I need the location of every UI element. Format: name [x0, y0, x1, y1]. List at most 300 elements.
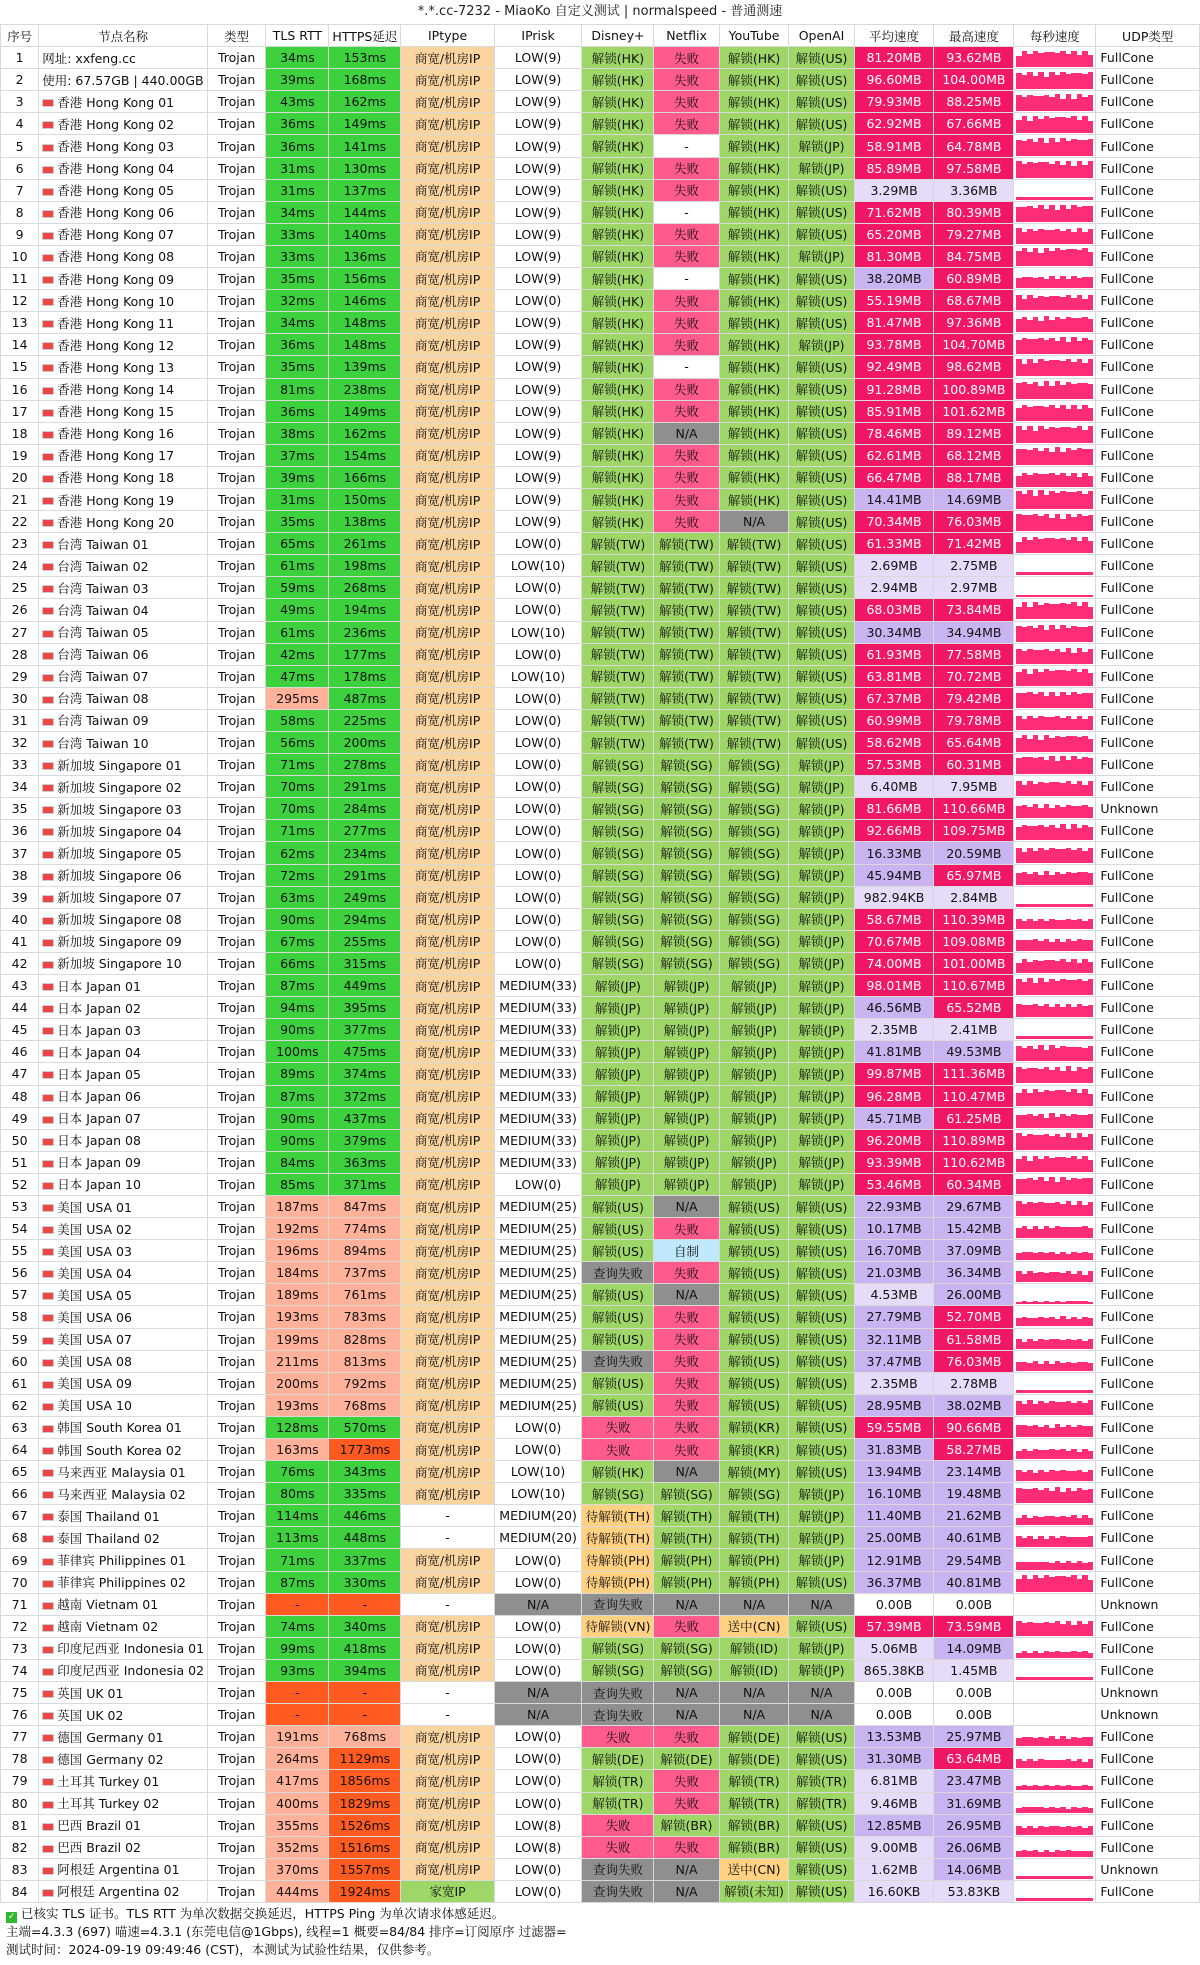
youtube-status: 解锁(HK) [719, 334, 789, 356]
https-latency: 337ms [329, 1549, 401, 1571]
speed-value: 41.81MB [866, 1044, 922, 1060]
check-icon: ✓ [7, 1911, 16, 1922]
netflix-status: 失败 [654, 179, 719, 201]
table-row [1, 886, 1200, 908]
ip-type: 商宽/机房IP [401, 245, 494, 267]
sparkline-bar [1088, 1826, 1094, 1835]
youtube-status: 解锁(US) [719, 1262, 789, 1284]
ip-risk: MEDIUM(33) [494, 1063, 582, 1085]
speed-value: 110.39MB [942, 911, 1006, 927]
udp-type: FullCone [1096, 1748, 1200, 1770]
node-type: Trojan [207, 1240, 265, 1262]
row-index: 21 [1, 488, 39, 510]
node-name [39, 997, 208, 1019]
ip-risk: LOW(0) [494, 290, 582, 312]
node-name-text: 新加坡 Singapore 05 [57, 846, 182, 862]
node-name [39, 754, 208, 776]
per-second-speed [1014, 732, 1096, 754]
speed-value: 85.91MB [866, 403, 922, 419]
avg-speed [854, 1483, 934, 1505]
flag-icon [42, 1734, 54, 1742]
sparkline-bar [1088, 197, 1094, 200]
node-type: Trojan [207, 1019, 265, 1041]
youtube-status: 解锁(US) [719, 1218, 789, 1240]
per-second-speed [1014, 1682, 1096, 1704]
table-row [1, 157, 1200, 179]
speed-sparkline [1016, 821, 1093, 840]
openai-status: 解锁(JP) [789, 908, 854, 930]
flag-icon [42, 939, 54, 947]
ip-risk: LOW(0) [494, 1726, 582, 1748]
openai-status: 解锁(US) [789, 1306, 854, 1328]
disney-status: 解锁(HK) [582, 356, 654, 378]
node-name-text: 台湾 Taiwan 01 [57, 536, 149, 552]
avg-speed [854, 179, 934, 201]
ip-risk: LOW(0) [494, 1770, 582, 1792]
row-index: 43 [1, 975, 39, 997]
speed-value: 81.20MB [866, 50, 922, 66]
node-name-text: 美国 USA 10 [57, 1398, 132, 1414]
tls-rtt: 400ms [266, 1792, 329, 1814]
ip-type: 商宽/机房IP [401, 1814, 494, 1836]
speed-value: 29.67MB [946, 1199, 1002, 1215]
table-row [1, 1151, 1200, 1173]
per-second-speed [1014, 47, 1096, 69]
node-name-text: 新加坡 Singapore 06 [57, 868, 182, 884]
flag-icon [42, 1160, 54, 1168]
sparkline-bar [1088, 1202, 1094, 1216]
max-speed [934, 1195, 1014, 1217]
https-latency: 144ms [329, 201, 401, 223]
node-name-text: 香港 Hong Kong 04 [57, 161, 175, 177]
https-latency: 448ms [329, 1527, 401, 1549]
per-second-speed [1014, 952, 1096, 974]
node-type: Trojan [207, 488, 265, 510]
speed-value: 26.00MB [946, 1287, 1002, 1303]
max-speed [934, 511, 1014, 533]
disney-status: 解锁(TW) [582, 687, 654, 709]
ip-risk: LOW(0) [494, 820, 582, 842]
node-name-text: 美国 USA 04 [57, 1265, 132, 1281]
disney-status: 解锁(HK) [582, 135, 654, 157]
ip-risk: LOW(0) [494, 1439, 582, 1461]
youtube-status: 送中(CN) [719, 1615, 789, 1637]
sparkline-bar [1088, 319, 1094, 332]
table-row [1, 1792, 1200, 1814]
avg-speed [854, 1041, 934, 1063]
youtube-status: N/A [719, 1682, 789, 1704]
node-type: Trojan [207, 864, 265, 886]
sparkline-bar [1088, 1470, 1094, 1481]
https-latency: 200ms [329, 732, 401, 754]
tls-rtt: 90ms [266, 1129, 329, 1151]
speed-value: 63.81MB [866, 668, 922, 684]
ip-type: 商宽/机房IP [401, 1439, 494, 1461]
row-index: 41 [1, 930, 39, 952]
youtube-status: 解锁(PH) [719, 1571, 789, 1593]
speed-value: 81.30MB [866, 248, 922, 264]
node-name-text: 巴西 Brazil 01 [57, 1818, 141, 1834]
flag-icon [42, 740, 54, 748]
node-type: Trojan [207, 952, 265, 974]
node-name [39, 245, 208, 267]
speed-value: 58.67MB [866, 911, 922, 927]
https-latency: 475ms [329, 1041, 401, 1063]
tls-rtt: 33ms [266, 223, 329, 245]
max-speed [934, 1262, 1014, 1284]
netflix-status: 失败 [654, 223, 719, 245]
youtube-status: 解锁(HK) [719, 400, 789, 422]
row-index: 36 [1, 820, 39, 842]
speed-value: 36.34MB [946, 1265, 1002, 1281]
node-name-text: 菲律宾 Philippines 02 [57, 1575, 186, 1591]
sparkline-bar [1088, 1036, 1094, 1039]
ip-risk: LOW(9) [494, 422, 582, 444]
row-index: 69 [1, 1549, 39, 1571]
node-name [39, 1637, 208, 1659]
udp-type: FullCone [1096, 91, 1200, 113]
node-name-text: 泰国 Thailand 02 [57, 1530, 160, 1546]
flag-icon [42, 1756, 54, 1764]
table-row [1, 555, 1200, 577]
udp-type: FullCone [1096, 47, 1200, 69]
speed-value: 93.62MB [946, 50, 1002, 66]
per-second-speed [1014, 1483, 1096, 1505]
netflix-status: 失败 [654, 444, 719, 466]
flag-icon [42, 1403, 54, 1411]
max-speed [934, 1483, 1014, 1505]
table-row [1, 1726, 1200, 1748]
https-latency: 449ms [329, 975, 401, 997]
node-type: Trojan [207, 1748, 265, 1770]
netflix-status: 失败 [654, 400, 719, 422]
udp-type: FullCone [1096, 1372, 1200, 1394]
https-latency: 198ms [329, 555, 401, 577]
https-latency: 291ms [329, 776, 401, 798]
col-header: HTTPS延迟 [329, 25, 401, 47]
ip-risk: MEDIUM(25) [494, 1218, 582, 1240]
per-second-speed [1014, 1461, 1096, 1483]
speed-value: 10.17MB [866, 1221, 922, 1237]
node-name-text: 日本 Japan 06 [57, 1089, 141, 1105]
speed-value: 89.12MB [946, 425, 1002, 441]
disney-status: 解锁(SG) [582, 1637, 654, 1659]
tls-rtt: 58ms [266, 709, 329, 731]
speed-value: 76.03MB [946, 1353, 1002, 1369]
https-latency: 371ms [329, 1173, 401, 1195]
sparkline-bar [1088, 904, 1094, 907]
col-header: 每秒速度 [1014, 25, 1096, 47]
row-index: 46 [1, 1041, 39, 1063]
youtube-status: 解锁(JP) [719, 1041, 789, 1063]
tls-rtt: 87ms [266, 975, 329, 997]
speed-value: 49.53MB [946, 1044, 1002, 1060]
youtube-status: 解锁(HK) [719, 378, 789, 400]
node-name-text: 日本 Japan 10 [57, 1177, 141, 1193]
node-type: Trojan [207, 533, 265, 555]
speed-value: 81.47MB [866, 315, 922, 331]
node-type: Trojan [207, 47, 265, 69]
node-name-text: 印度尼西亚 Indonesia 01 [57, 1641, 205, 1657]
speed-value: 101.62MB [942, 403, 1006, 419]
speed-value: 2.94MB [870, 580, 918, 596]
per-second-speed [1014, 599, 1096, 621]
node-name [39, 1748, 208, 1770]
ip-risk: LOW(9) [494, 378, 582, 400]
table-row [1, 268, 1200, 290]
tls-rtt: 31ms [266, 157, 329, 179]
node-type: Trojan [207, 621, 265, 643]
openai-status: 解锁(US) [789, 1416, 854, 1438]
ip-risk: MEDIUM(33) [494, 1151, 582, 1173]
speed-value: 73.59MB [946, 1618, 1002, 1634]
speed-value: 26.95MB [946, 1817, 1002, 1833]
max-speed [934, 1328, 1014, 1350]
https-latency: 1557ms [329, 1858, 401, 1880]
row-index: 27 [1, 621, 39, 643]
row-index: 14 [1, 334, 39, 356]
row-index: 65 [1, 1461, 39, 1483]
row-index: 54 [1, 1218, 39, 1240]
per-second-speed [1014, 1328, 1096, 1350]
node-name [39, 1726, 208, 1748]
tls-rtt: 76ms [266, 1461, 329, 1483]
node-name-text: 台湾 Taiwan 02 [57, 558, 149, 574]
per-second-speed [1014, 1372, 1096, 1394]
sparkline-bar [1088, 55, 1094, 67]
sparkline-bar [1088, 649, 1094, 664]
node-type: Trojan [207, 1439, 265, 1461]
ip-risk: LOW(0) [494, 533, 582, 555]
row-index: 70 [1, 1571, 39, 1593]
disney-status: 待解锁(TH) [582, 1527, 654, 1549]
ip-type: 商宽/机房IP [401, 599, 494, 621]
https-latency: 238ms [329, 378, 401, 400]
speed-value: 9.00MB [870, 1839, 918, 1855]
max-speed [934, 69, 1014, 91]
per-second-speed [1014, 643, 1096, 665]
sparkline-bar [1088, 1898, 1094, 1901]
speed-value: 74.00MB [866, 955, 922, 971]
tls-rtt: 84ms [266, 1151, 329, 1173]
flag-icon [42, 585, 54, 593]
speed-sparkline [1016, 468, 1093, 487]
ip-type: 商宽/机房IP [401, 997, 494, 1019]
node-name [39, 665, 208, 687]
netflix-status: 自制 [654, 1240, 719, 1262]
node-name-text: 美国 USA 01 [57, 1199, 132, 1215]
openai-status: N/A [789, 1682, 854, 1704]
sparkline-bar [1088, 1253, 1094, 1261]
disney-status: 待解锁(TH) [582, 1505, 654, 1527]
node-type: Trojan [207, 1129, 265, 1151]
https-latency: 340ms [329, 1615, 401, 1637]
per-second-speed [1014, 709, 1096, 731]
disney-status: 解锁(SG) [582, 1483, 654, 1505]
row-index: 29 [1, 665, 39, 687]
flag-icon [42, 607, 54, 615]
https-latency: 234ms [329, 842, 401, 864]
row-index: 84 [1, 1880, 39, 1902]
sparkline-bar [1088, 1808, 1094, 1813]
youtube-status: 解锁(HK) [719, 47, 789, 69]
speed-value: 58.91MB [866, 138, 922, 154]
max-speed [934, 1240, 1014, 1262]
ip-risk: MEDIUM(25) [494, 1328, 582, 1350]
openai-status: 解锁(US) [789, 687, 854, 709]
flag-icon [42, 1381, 54, 1389]
per-second-speed [1014, 511, 1096, 533]
per-second-speed [1014, 1770, 1096, 1792]
table-row [1, 1394, 1200, 1416]
ip-risk: LOW(0) [494, 709, 582, 731]
disney-status: 解锁(HK) [582, 378, 654, 400]
ip-type: 商宽/机房IP [401, 1792, 494, 1814]
node-type: Trojan [207, 1284, 265, 1306]
ip-risk: MEDIUM(20) [494, 1527, 582, 1549]
flag-icon [42, 342, 54, 350]
openai-status: 解锁(JP) [789, 842, 854, 864]
table-row [1, 798, 1200, 820]
node-type: Trojan [207, 599, 265, 621]
disney-status: 解锁(US) [582, 1195, 654, 1217]
speed-value: 70.67MB [866, 933, 922, 949]
speed-sparkline [1016, 424, 1093, 443]
tls-rtt: 34ms [266, 47, 329, 69]
tls-rtt: 37ms [266, 444, 329, 466]
node-type: Trojan [207, 555, 265, 577]
udp-type: FullCone [1096, 378, 1200, 400]
table-row [1, 1637, 1200, 1659]
disney-status: 解锁(JP) [582, 1173, 654, 1195]
ip-risk: LOW(10) [494, 1483, 582, 1505]
avg-speed [854, 1549, 934, 1571]
netflix-status: 失败 [654, 1306, 719, 1328]
ip-type: 商宽/机房IP [401, 798, 494, 820]
ip-type: 商宽/机房IP [401, 157, 494, 179]
node-name-text: 香港 Hong Kong 20 [57, 514, 175, 530]
flag-icon [42, 364, 54, 372]
speed-value: 97.58MB [946, 160, 1002, 176]
https-latency: 813ms [329, 1350, 401, 1372]
per-second-speed [1014, 245, 1096, 267]
ip-type: 商宽/机房IP [401, 1549, 494, 1571]
flag-icon [42, 983, 54, 991]
ip-type: 商宽/机房IP [401, 665, 494, 687]
node-name-text: 网址: xxfeng.cc [42, 50, 136, 66]
node-name [39, 179, 208, 201]
node-type: Trojan [207, 886, 265, 908]
max-speed [934, 201, 1014, 223]
node-type: Trojan [207, 975, 265, 997]
ip-type: 商宽/机房IP [401, 1107, 494, 1129]
sparkline-bar [1088, 384, 1094, 399]
disney-status: 解锁(SG) [582, 930, 654, 952]
ip-risk: LOW(0) [494, 1637, 582, 1659]
udp-type: FullCone [1096, 466, 1200, 488]
node-name-text: 美国 USA 09 [57, 1376, 132, 1392]
node-name [39, 886, 208, 908]
tls-rtt: 192ms [266, 1218, 329, 1240]
ip-type: 家宽IP [401, 1880, 494, 1902]
udp-type: FullCone [1096, 201, 1200, 223]
tls-rtt: 200ms [266, 1372, 329, 1394]
node-type: Trojan [207, 1615, 265, 1637]
youtube-status: 解锁(BR) [719, 1836, 789, 1858]
speed-value: 62.61MB [866, 447, 922, 463]
node-type: Trojan [207, 1770, 265, 1792]
speed-value: 92.66MB [866, 823, 922, 839]
avg-speed [854, 798, 934, 820]
sparkline-bar [1088, 1451, 1094, 1459]
node-name [39, 312, 208, 334]
footer-line1: 已核实 TLS 证书。TLS RTT 为单次数据交换延迟，HTTPS Ping 为单次请求体感延迟。 [21, 1905, 505, 1921]
ip-risk: LOW(0) [494, 930, 582, 952]
row-index: 47 [1, 1063, 39, 1085]
ip-risk: LOW(9) [494, 135, 582, 157]
per-second-speed [1014, 1240, 1096, 1262]
per-second-speed [1014, 997, 1096, 1019]
table-row [1, 1173, 1200, 1195]
node-name [39, 268, 208, 290]
tls-rtt: 352ms [266, 1836, 329, 1858]
row-index: 11 [1, 268, 39, 290]
avg-speed [854, 1129, 934, 1151]
flag-icon [42, 563, 54, 571]
udp-type: FullCone [1096, 1770, 1200, 1792]
node-name-text: 香港 Hong Kong 07 [57, 227, 175, 243]
table-row [1, 732, 1200, 754]
flag-icon [42, 1535, 54, 1543]
disney-status: 解锁(SG) [582, 908, 654, 930]
flag-icon [42, 1889, 54, 1897]
speed-value: 79.27MB [946, 226, 1002, 242]
avg-speed [854, 1284, 934, 1306]
openai-status: 解锁(US) [789, 709, 854, 731]
per-second-speed [1014, 1085, 1096, 1107]
node-name [39, 1063, 208, 1085]
udp-type: Unknown [1096, 1593, 1200, 1615]
table-row [1, 1527, 1200, 1549]
row-index: 32 [1, 732, 39, 754]
row-index: 79 [1, 1770, 39, 1792]
speed-value: 16.60KB [867, 1883, 921, 1899]
flag-icon [42, 1071, 54, 1079]
netflix-status: 失败 [654, 334, 719, 356]
per-second-speed [1014, 91, 1096, 113]
disney-status: 解锁(US) [582, 1394, 654, 1416]
ip-risk: LOW(0) [494, 1416, 582, 1438]
https-latency: 774ms [329, 1218, 401, 1240]
tls-rtt: 189ms [266, 1284, 329, 1306]
node-type: Trojan [207, 157, 265, 179]
row-index: 37 [1, 842, 39, 864]
speed-value: 19.48MB [946, 1486, 1002, 1502]
node-type: Trojan [207, 356, 265, 378]
speed-value: 14.09MB [946, 1640, 1002, 1656]
netflix-status: 失败 [654, 157, 719, 179]
ip-risk: MEDIUM(25) [494, 1372, 582, 1394]
flag-icon [42, 1116, 54, 1124]
ip-risk: LOW(9) [494, 488, 582, 510]
udp-type: FullCone [1096, 1085, 1200, 1107]
avg-speed [854, 1748, 934, 1770]
netflix-status: 解锁(SG) [654, 908, 719, 930]
tls-rtt: 85ms [266, 1173, 329, 1195]
avg-speed [854, 1019, 934, 1041]
ip-risk: MEDIUM(33) [494, 997, 582, 1019]
max-speed [934, 1792, 1014, 1814]
